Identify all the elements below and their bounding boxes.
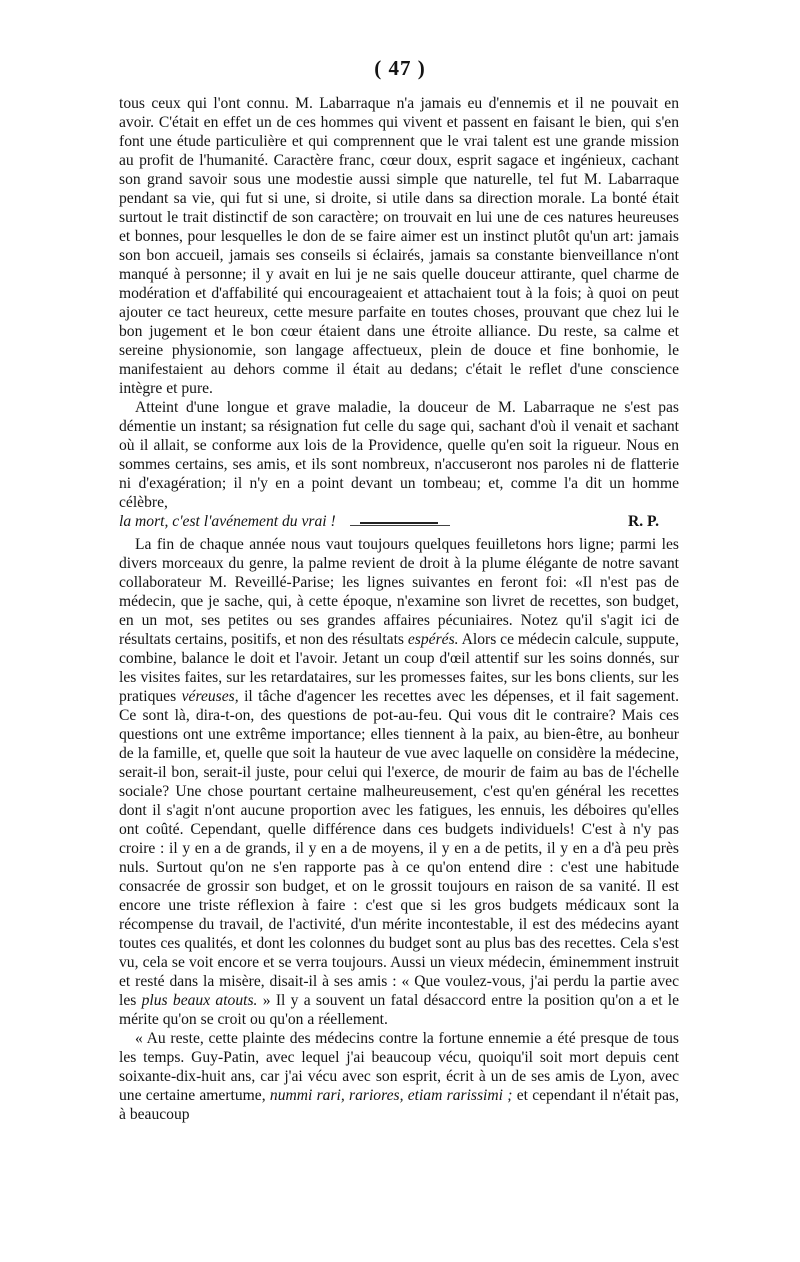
text-run: il tâche d'agencer les recettes avec les dépenses, et il fait sagement. Ce sont là, dira-t-on, des questions de pot-au-feu. Qui vous dit le contraire? Mais ces questions ont une extrême importance; elles tiennent à la paix, au bien-être, au bonheur de la famille, et, quelle que soit la hauteur de vue avec laquelle on considère la médecine, serait-il bon, serait-il juste, pour celui qui l'exerce, de mourir de faim au bas de l'échelle sociale? Une chose pourtant certaine malheureusement, c'est qu'en général les recettes dont il s'agit n'ont aucune proportion avec les fatigues, les ennuis, les déboires qu'elles ont coûté. Cependant, quelle différence dans ces budgets individuels! C'est à n'y pas croire : il y en a de grands, il y en a de moyens, il y en a de petits, il y en a d'à peu près nuls. Surtout qu'on ne s'en rapporte pas à ce qu'on entend dire : c'est une habitude consacrée de grossir son budget, et on le grossit toujours en raison de sa vanité. Il est encore une triste réflexion à faire : c'est que si les gros budgets médicaux sont la récompense du travail, de l'activité, d'un mérite incontestable, il est des médecins ayant toutes ces qualités, et dont les colonnes du budget sont au plus bas des recettes. Cela s'est vu, cela se voit encore et se verra toujours. Aussi un vieux médecin, éminemment instruit et resté dans la misère, disait-il à ses amis : « Que voulez-vous, j'ai perdu la partie avec les bbox=[119, 688, 679, 1009]
italic-run: véreuses, bbox=[181, 688, 239, 705]
text-run: « Au reste, cette plainte des médecins contre la fortune ennemie a été presque de tous les temps. Guy-Patin, avec lequel j'ai beaucoup vécu, quoiqu'il soit mort depuis cent soixante-dix-huit ans, car j'ai vécu avec son esprit, écrit à un de ses amis de Lyon, avec une certaine amertume, bbox=[119, 1030, 679, 1104]
italic-run: plus beaux atouts. bbox=[141, 992, 258, 1009]
closing-quote: la mort, c'est l'avénement du vrai ! bbox=[119, 513, 336, 530]
text-run: » Il y a souvent un fatal désaccord entre la position qu'on a et le mérite qu'on se croit ou qu'on a réellement. bbox=[119, 992, 680, 1028]
obituary-article bbox=[119, 94, 679, 531]
italic-run: nummi rari, rariores, etiam rarissimi ; bbox=[269, 1087, 513, 1104]
obituary-paragraph-2 bbox=[119, 398, 679, 512]
text-run: et cependant il n'était pas, à beaucoup bbox=[119, 1087, 679, 1123]
obituary-paragraph-1: tous ceux qui l'ont connu. M. Labarraque n'a jamais eu d'ennemis et il ne pouvait en avoir. C'était en effet un de ces hommes qui vivent et passent en faisant le bien, qui s'en font une étude particulière et qui comprennent que le vrai talent est une grande mission au profit de l'humanité. Caractère franc, cœur doux, esprit sagace et ingénieux, cachant son grand savoir sous une modestie aussi simple que naturelle, tel fut M. Labarraque pendant sa vie, qui fut si une, si droite, si utile dans sa direction morale. La bonté était surtout le trait distinctif de son caractère; on trouvait en lui une de ces natures heureuses et bonnes, pour lesquelles le don de se faire aimer est un instinct plutôt qu'un art: jamais son bon accueil, jamais ses conseils si éclairés, jamais sa constante bienveillance n'ont manqué à personne; il y avait en lui je ne sais quelle douceur attirante, quel charme de modération et d'affabilité qui encourageaient et attachaient tout à la fois; à quoi on peut ajouter ce tact heureux, cette mesure parfaite en toutes choses, prouvant que chez lui le bon jugement et le bon cœur étaient dans une étroite alliance. Du reste, sa calme et sereine physionomie, son langage affectueux, plein de douce et fine bonhomie, le manifestaient au dehors comme il était au dedans; c'était le reflet d'une conscience intègre et pure. bbox=[119, 95, 679, 397]
italic-run: espérés. bbox=[407, 631, 459, 648]
author-signature: R. P. bbox=[627, 513, 659, 530]
feuilleton-paragraph-2 bbox=[119, 1029, 679, 1124]
obituary-paragraph-2-text: Atteint d'une longue et grave maladie, la douceur de M. Labarraque ne s'est pas démentie un instant; sa résignation fut celle du sage qui, sachant d'où il venait et sachant où il allait, se conforme aux lois de la Providence, quelle qu'en soit la rigueur. Nous en sommes certains, ses amis, et ils sont nombreux, n'accuseront nos paroles ni de flatterie ni d'exagération; il n'y en a point devant un tombeau; et, comme l'a dit un homme célèbre, bbox=[119, 399, 679, 511]
feuilleton-article bbox=[119, 535, 679, 1124]
page-number: ( 47 ) bbox=[374, 56, 426, 80]
feuilleton-paragraph-1 bbox=[119, 535, 679, 1029]
section-divider-thick bbox=[360, 522, 438, 524]
text-run: Alors ce médecin calcule, suppute, combine, balance le doit et l'avoir. Jetant un coup d'œil attentif sur les soins donnés, sur les visites faites, sur les retardataires, sur les promesses faites, sur les bons clients, sur les pratiques bbox=[119, 631, 679, 705]
section-divider-thin bbox=[350, 525, 450, 526]
text-run: La fin de chaque année nous vaut toujours quelques feuilletons hors ligne; parmi les divers morceaux du genre, la palme revient de droit à la plume élégante de notre savant collaborateur M. Reveillé-Parise; les lignes suivantes en feront foi: «Il n'est pas de médecin, que je sache, qui, à cette époque, n'examine son livret de recettes, son budget, en un mot, ses petites ou ses grandes affaires pécuniaires. Notez qu'il s'agit ici de résultats certains, positifs, et non des résultats bbox=[119, 536, 679, 648]
